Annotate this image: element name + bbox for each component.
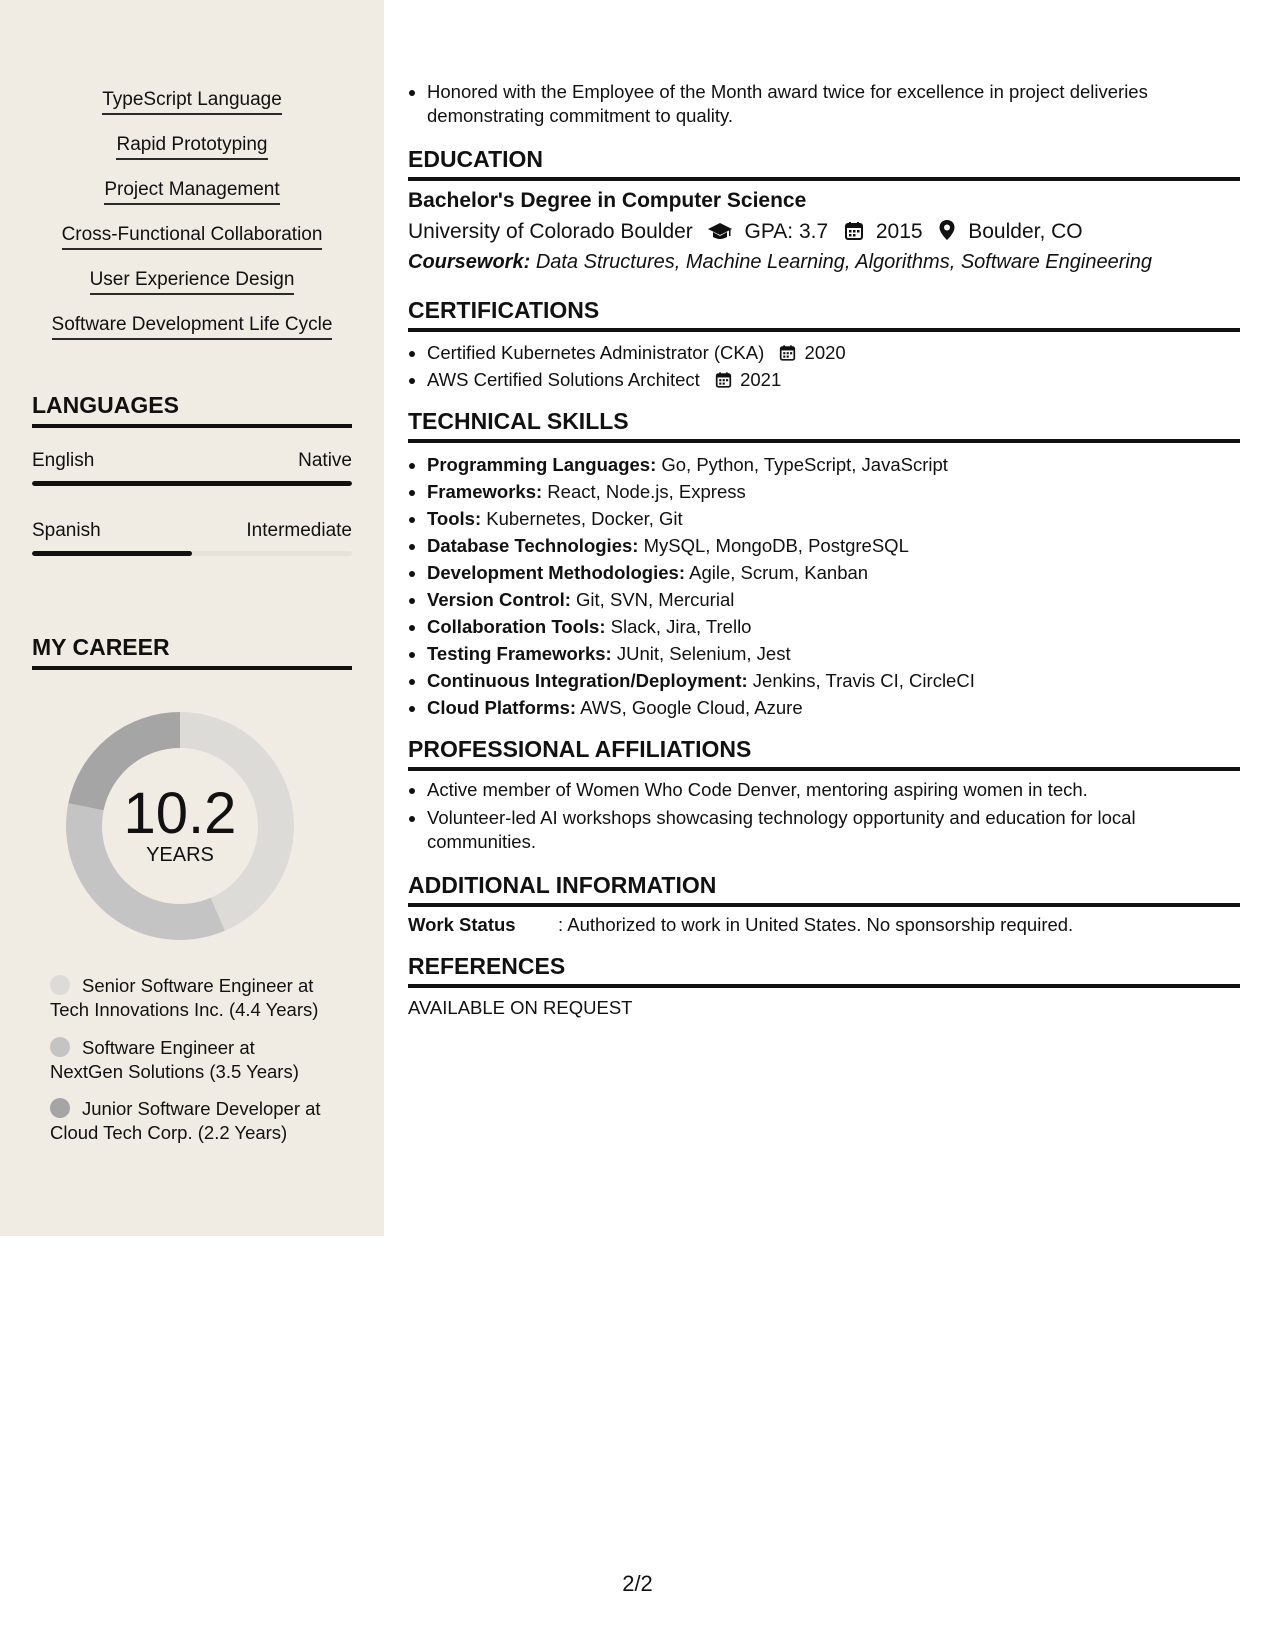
skill-category: Database Technologies: xyxy=(427,535,639,556)
technical-skills-section xyxy=(408,451,1240,721)
graduation-cap-icon xyxy=(707,221,733,241)
career-item xyxy=(50,974,350,1022)
career-total-unit: YEARS xyxy=(146,844,214,866)
skill-label: Project Management xyxy=(104,178,279,205)
skill-values: Kubernetes, Docker, Git xyxy=(486,508,683,529)
calendar-icon xyxy=(779,344,796,362)
certifications-heading: CERTIFICATIONS xyxy=(408,297,1240,332)
degree-title: Bachelor's Degree in Computer Science xyxy=(408,189,807,212)
language-level: Intermediate xyxy=(246,520,352,541)
skill-item xyxy=(0,178,384,205)
language-level: Native xyxy=(298,450,352,471)
school-location: Boulder, CO xyxy=(968,220,1083,243)
skill-values: Slack, Jira, Trello xyxy=(610,616,752,637)
skill-category: Development Methodologies: xyxy=(427,562,685,583)
skill-bullet xyxy=(427,451,1240,478)
skill-bullet xyxy=(427,532,1240,559)
skill-category: Cloud Platforms: xyxy=(427,697,577,718)
languages-heading: LANGUAGES xyxy=(32,392,352,428)
skill-category: Tools: xyxy=(427,508,482,529)
skill-bullet xyxy=(427,640,1240,667)
career-heading: MY CAREER xyxy=(32,634,352,670)
skill-values: Jenkins, Travis CI, CircleCI xyxy=(752,670,975,691)
skill-bullet xyxy=(427,559,1240,586)
career-role: Senior Software Engineer at xyxy=(82,975,314,996)
references-heading: REFERENCES xyxy=(408,953,1240,988)
skill-values: React, Node.js, Express xyxy=(547,481,746,502)
page-number: 2/2 xyxy=(622,1571,653,1596)
skill-item xyxy=(0,88,384,115)
skill-bullet xyxy=(427,613,1240,640)
coursework-label: Coursework: xyxy=(408,251,531,273)
skill-values: Agile, Scrum, Kanban xyxy=(689,562,869,583)
coursework xyxy=(408,249,1240,275)
calendar-icon xyxy=(715,371,732,389)
technical-skills-heading: TECHNICAL SKILLS xyxy=(408,408,1240,443)
skill-bullet xyxy=(427,667,1240,694)
language-proficiency-fill xyxy=(32,551,192,556)
skill-values: AWS, Google Cloud, Azure xyxy=(580,697,803,718)
skill-bullet xyxy=(427,586,1240,613)
certification-name: Certified Kubernetes Administrator (CKA) xyxy=(427,342,765,363)
language-proficiency-bar xyxy=(32,481,352,486)
language-proficiency-bar xyxy=(32,551,352,556)
skill-values: MySQL, MongoDB, PostgreSQL xyxy=(643,535,909,556)
skill-item xyxy=(0,268,384,295)
education-section xyxy=(408,188,1240,275)
career-donut-center xyxy=(66,712,294,940)
language-name: English xyxy=(32,450,95,471)
skill-item xyxy=(0,313,384,340)
skill-item xyxy=(0,223,384,250)
skill-values: JUnit, Selenium, Jest xyxy=(616,643,791,664)
gpa: GPA: 3.7 xyxy=(744,220,829,243)
affiliations-heading: PROFESSIONAL AFFILIATIONS xyxy=(408,736,1240,771)
certification-item xyxy=(427,366,1240,393)
language-proficiency-fill xyxy=(32,481,352,486)
skill-bullet xyxy=(427,505,1240,532)
calendar-icon xyxy=(844,221,864,241)
work-status-row xyxy=(408,913,1240,937)
skill-values: Go, Python, TypeScript, JavaScript xyxy=(661,454,948,475)
skill-label: Rapid Prototyping xyxy=(116,133,267,160)
certification-year: 2020 xyxy=(804,342,846,363)
work-status-label: Work Status xyxy=(408,914,516,935)
career-total-years: 10.2 xyxy=(123,781,237,846)
skill-category: Programming Languages: xyxy=(427,454,657,475)
coursework-list: Data Structures, Machine Learning, Algorithms, Software Engineering xyxy=(535,251,1153,273)
certification-year: 2021 xyxy=(740,369,782,390)
career-role: Junior Software Developer at xyxy=(82,1098,321,1119)
skill-bullet xyxy=(427,694,1240,721)
certification-name: AWS Certified Solutions Architect xyxy=(427,369,700,390)
skill-label: User Experience Design xyxy=(90,268,295,295)
skill-label: TypeScript Language xyxy=(102,88,282,115)
affiliation-item: • Volunteer-led AI workshops showcasing technology opportunity and education for local communities. xyxy=(427,806,1240,854)
skill-category: Version Control: xyxy=(427,589,571,610)
skill-category: Collaboration Tools: xyxy=(427,616,606,637)
career-legend-dot xyxy=(50,1098,70,1118)
references-text: AVAILABLE ON REQUEST xyxy=(408,997,633,1018)
school-name: University of Colorado Boulder xyxy=(408,220,693,243)
top-achievement xyxy=(408,80,1240,128)
career-item xyxy=(50,1036,350,1084)
skill-bullet xyxy=(427,478,1240,505)
sidebar xyxy=(0,0,384,1236)
education-details xyxy=(408,219,1240,245)
career-item xyxy=(50,1097,350,1145)
career-company: Cloud Tech Corp. (2.2 Years) xyxy=(50,1122,288,1143)
additional-info-heading: ADDITIONAL INFORMATION xyxy=(408,872,1240,907)
language-row xyxy=(32,520,352,542)
career-company: Tech Innovations Inc. (4.4 Years) xyxy=(50,999,319,1020)
career-legend-dot xyxy=(50,1037,70,1057)
skill-item xyxy=(0,133,384,160)
skill-category: Testing Frameworks: xyxy=(427,643,612,664)
work-status-value: : Authorized to work in United States. No sponsorship required. xyxy=(558,914,1074,935)
career-donut-chart xyxy=(66,712,294,940)
graduation-year: 2015 xyxy=(875,220,923,243)
certification-item xyxy=(427,339,1240,366)
education-heading: EDUCATION xyxy=(408,146,1240,181)
affiliations-section xyxy=(408,778,1240,854)
skill-label: Cross-Functional Collaboration xyxy=(62,223,323,250)
certifications-section xyxy=(408,339,1240,393)
skill-category: Continuous Integration/Deployment: xyxy=(427,670,748,691)
career-role: Software Engineer at xyxy=(82,1037,255,1058)
affiliation-item: • Active member of Women Who Code Denver, mentoring aspiring women in tech. xyxy=(427,778,1240,802)
skill-label: Software Development Life Cycle xyxy=(52,313,333,340)
skill-values: Git, SVN, Mercurial xyxy=(576,589,735,610)
career-company: NextGen Solutions (3.5 Years) xyxy=(50,1061,299,1082)
career-legend-dot xyxy=(50,975,70,995)
achievement-bullet: • Honored with the Employee of the Month award twice for excellence in project deliveries demonstrating commitment to quality. xyxy=(427,80,1240,128)
skill-category: Frameworks: xyxy=(427,481,543,502)
language-row xyxy=(32,450,352,472)
location-pin-icon xyxy=(938,219,956,241)
language-name: Spanish xyxy=(32,520,101,541)
